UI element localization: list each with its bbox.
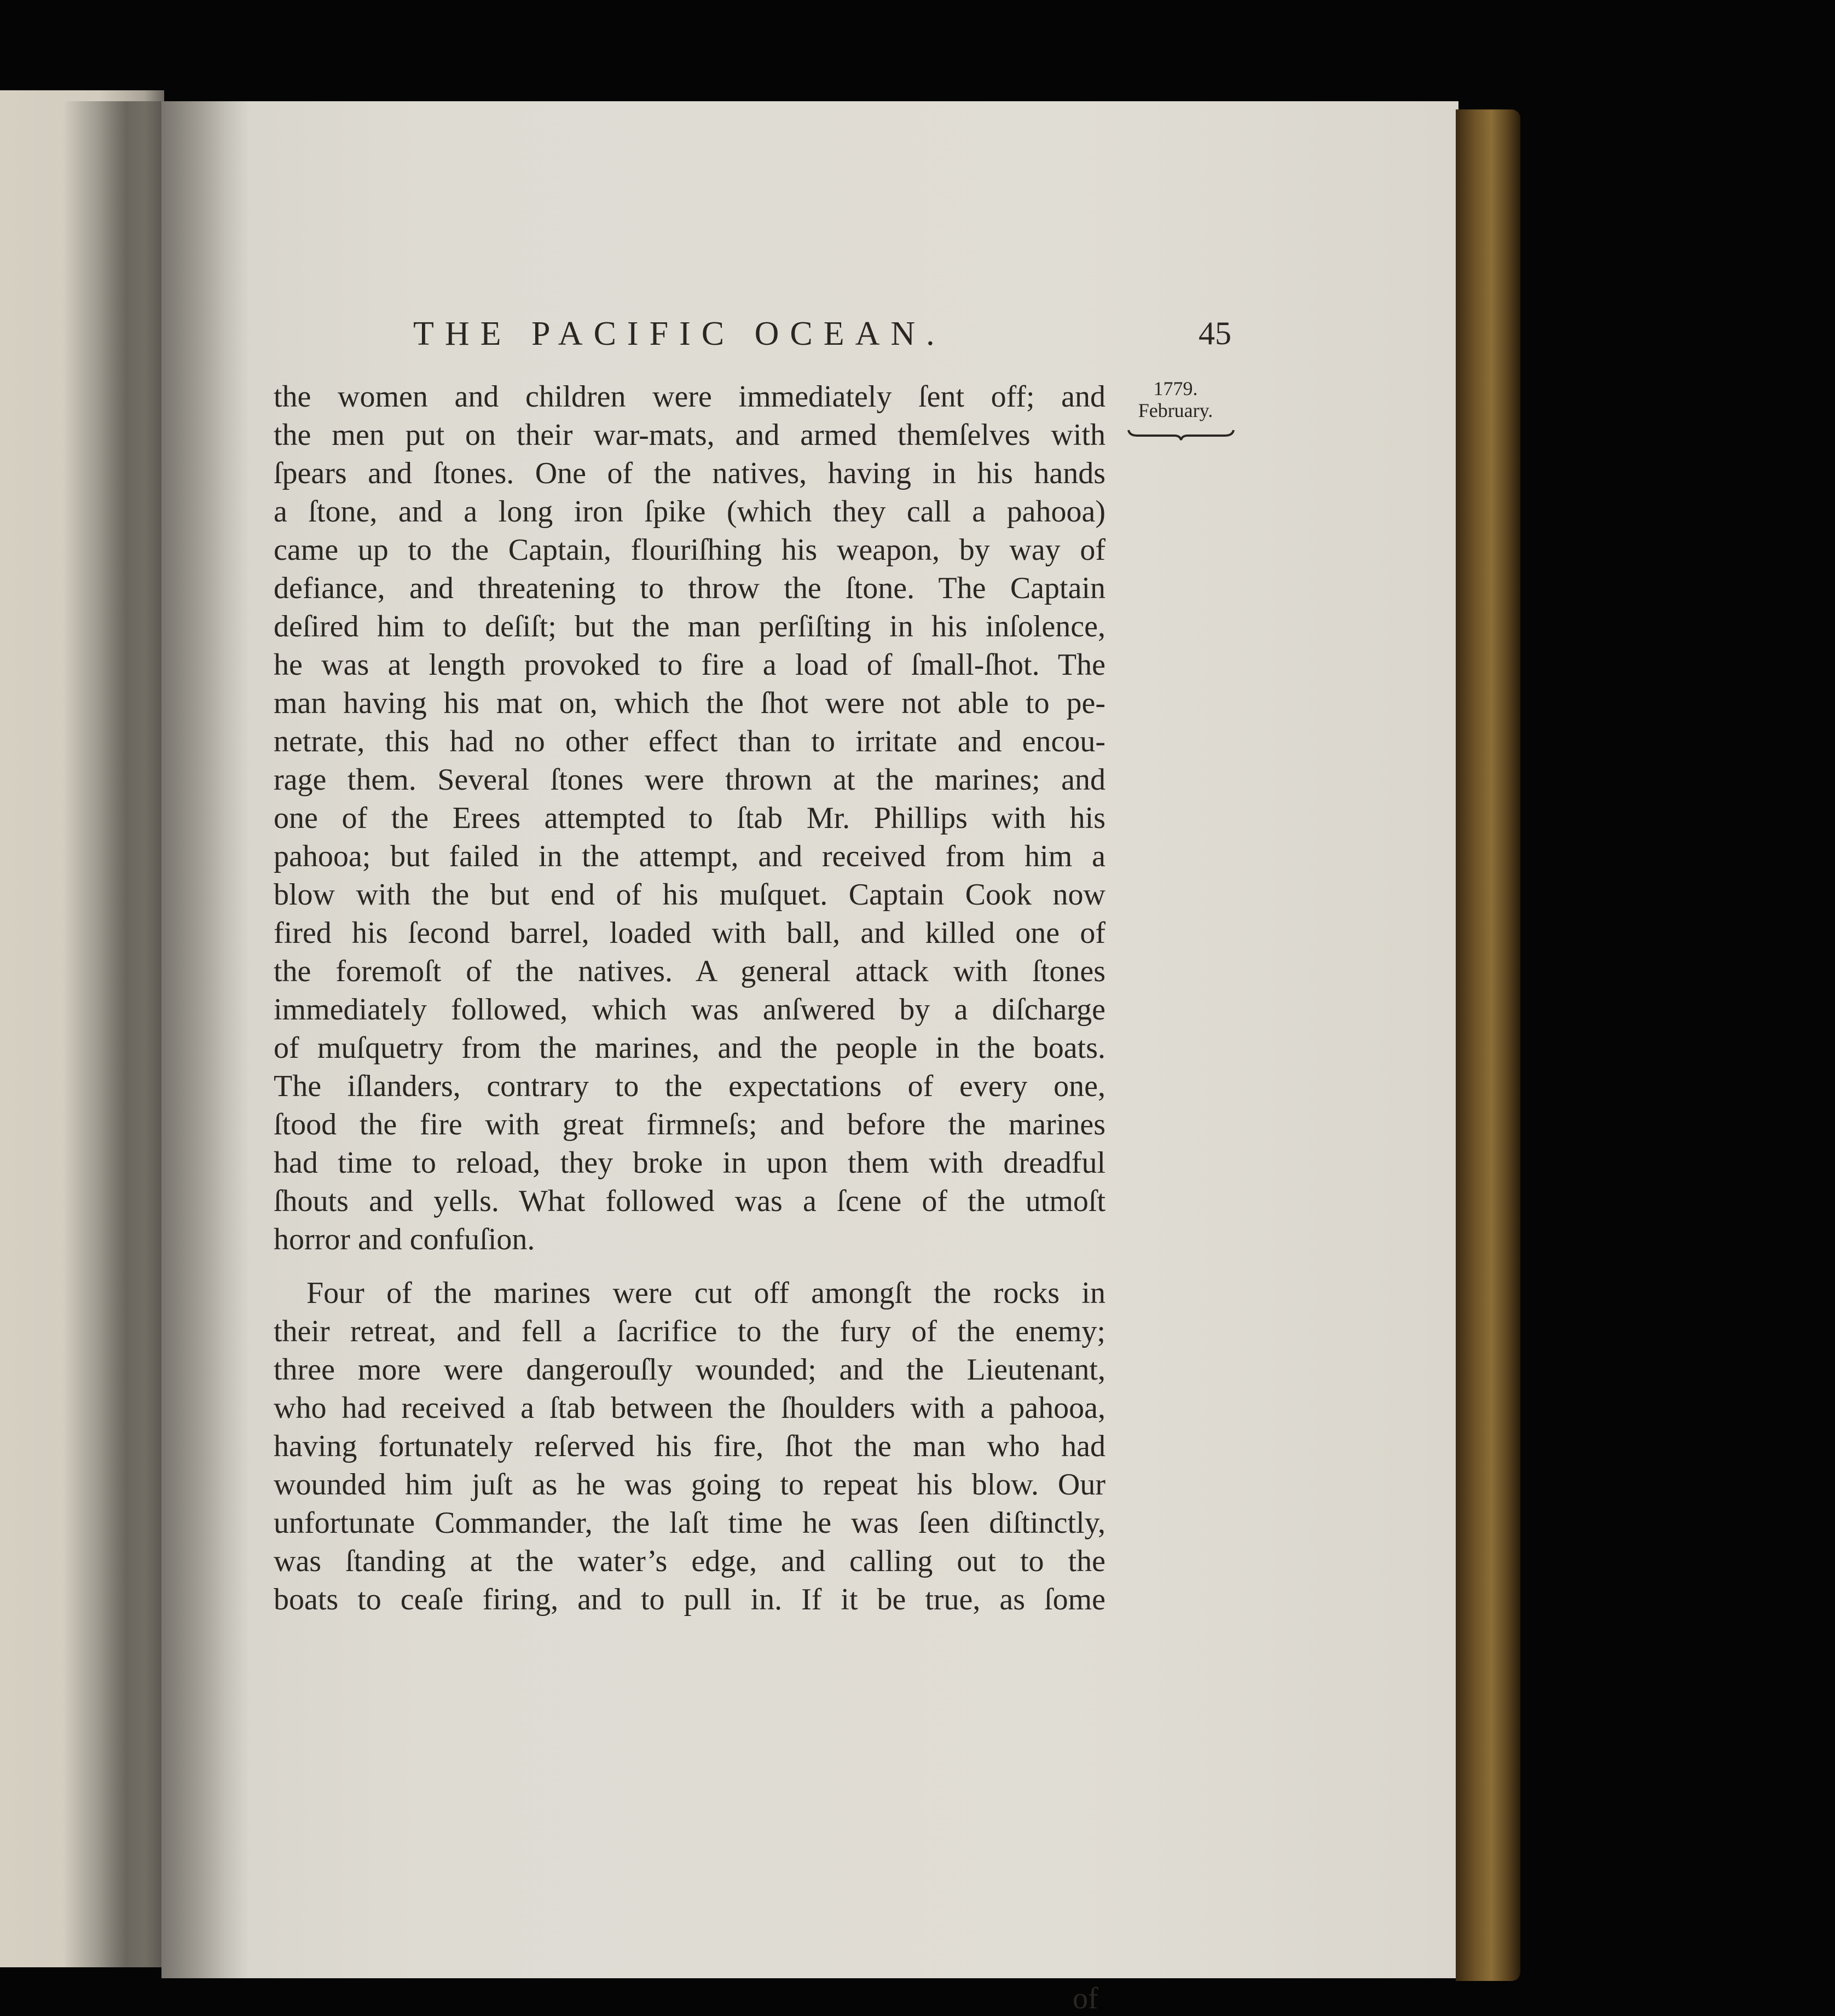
text-line: The iſlanders, contrary to the expectations of every one, (274, 1069, 1105, 1103)
text-line: the men put on their war-mats, and armed themſelves with (274, 418, 1105, 452)
page-shadow (161, 101, 249, 1978)
margin-note-month: February. (1138, 399, 1213, 421)
text-line: having fortunately reſerved his fire, ſhot the man who had (274, 1429, 1105, 1463)
text-line: wounded him juſt as he was going to repeat his blow. Our (274, 1468, 1105, 1502)
text-line: three more were dangerouſly wounded; and the Lieutenant, (274, 1353, 1105, 1387)
text-line: ſpears and ſtones. One of the natives, having in his hands (274, 456, 1105, 490)
body-text (274, 378, 1105, 1619)
text-line: fired his ſecond barrel, loaded with ball, and killed one of (274, 916, 1105, 950)
text-line: immediately followed, which was anſwered by a diſcharge (274, 993, 1105, 1027)
text-line: the women and children were immediately ſent off; and (274, 380, 1105, 414)
book-gutter (63, 101, 178, 1967)
text-line: he was at length provoked to fire a load of ſmall-ſhot. The (274, 648, 1105, 682)
paragraph-1 (274, 378, 1105, 1259)
book-cover-edge (1456, 109, 1520, 1981)
text-line: unfortunate Commander, the laſt time he was ſeen diſtinctly, (274, 1506, 1105, 1540)
text-line: who had received a ſtab between the ſhoulders with a pahooa, (274, 1391, 1105, 1425)
running-title: THE PACIFIC OCEAN. (413, 315, 946, 352)
text-line: of muſquetry from the marines, and the people in the boats. (274, 1031, 1105, 1065)
text-line: ſtood the fire with great firmneſs; and before the marines (274, 1108, 1105, 1142)
text-line: came up to the Captain, flouriſhing his weapon, by way of (274, 533, 1105, 567)
text-line: rage them. Several ſtones were thrown at the marines; and (274, 763, 1105, 797)
text-line: Four of the marines were cut off amongſt the rocks in (306, 1276, 1105, 1310)
text-line: was ſtanding at the water’s edge, and calling out to the (274, 1544, 1105, 1578)
page-number: 45 (1199, 315, 1231, 351)
text-line: ſhouts and yells. What followed was a ſcene of the utmoſt (274, 1184, 1105, 1218)
catchword: of (1073, 1982, 1098, 2015)
text-line: blow with the but end of his muſquet. Captain Cook now (274, 878, 1105, 912)
text-line: one of the Erees attempted to ſtab Mr. Phillips with his (274, 801, 1105, 835)
paragraph-2 (274, 1274, 1105, 1619)
text-line: boats to ceaſe firing, and to pull in. If it be true, as ſome (274, 1583, 1105, 1617)
text-line: the foremoſt of the natives. A general attack with ſtones (274, 954, 1105, 988)
margin-note-year: 1779. (1153, 378, 1198, 399)
margin-note (1126, 378, 1225, 441)
text-line: netrate, this had no other effect than to irritate and encou- (274, 725, 1105, 758)
text-line: horror and confuſion. (274, 1223, 535, 1256)
text-line: deſired him to deſiſt; but the man perſiſting in his inſolence, (274, 610, 1105, 644)
text-line: a ſtone, and a long iron ſpike (which they call a pahooa) (274, 495, 1105, 529)
text-line: man having his mat on, which the ſhot were not able to pe- (274, 686, 1105, 720)
text-line: pahooa; but failed in the attempt, and received from him a (274, 839, 1105, 873)
text-line: defiance, and threatening to throw the ſtone. The Captain (274, 571, 1105, 605)
text-line: had time to reload, they broke in upon them with dreadful (274, 1146, 1105, 1180)
brace-icon (1126, 427, 1236, 441)
text-line: their retreat, and fell a ſacrifice to the fury of the enemy; (274, 1314, 1105, 1348)
